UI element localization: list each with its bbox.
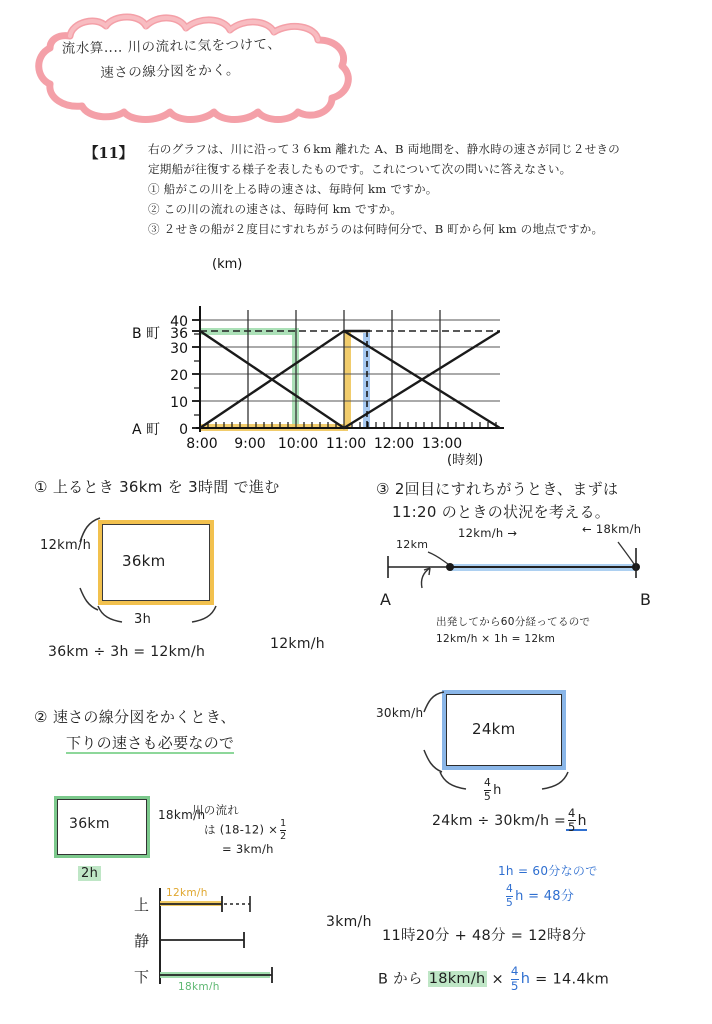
conclusion-dist-speed: 18km/h: [428, 971, 486, 988]
y-tick-20: 20: [170, 368, 188, 384]
graph-label-B-town: B 町: [132, 326, 161, 342]
section3-calc-frac-den: 5: [568, 820, 576, 835]
section1-calculation: 36km ÷ 3h = 12km/h: [48, 644, 206, 660]
graph-ylabel: (km): [212, 257, 243, 272]
section3-heading: [376, 478, 618, 523]
cloud-note: [18, 12, 370, 124]
section3-calc-frac-num: 4: [568, 806, 576, 820]
section3-calculation: [432, 808, 587, 834]
river-flow-line3: = 3km/h: [222, 842, 274, 857]
section2-box-distance-label: 36km: [69, 816, 110, 832]
problem-statement: [84, 140, 684, 240]
section3-box-time-den: 5: [484, 789, 492, 803]
section3-speed-right-label: 12km/h →: [458, 526, 518, 540]
problem-question-2: ② この川の流れの速さは、毎時何 km ですか。: [148, 201, 403, 216]
section1-box-time-label: 3h: [134, 612, 152, 627]
river-flow-line2-text: は (18-12) ×: [204, 822, 279, 837]
x-tick-0900: 9:00: [234, 436, 266, 452]
solution-section-1: [34, 476, 364, 686]
conclusion-dist-result: = 14.4km: [535, 971, 610, 988]
x-tick-1200: 12:00: [373, 436, 415, 452]
section3-heading-line1: ③ 2回目にすれちがうとき、まずは: [376, 480, 619, 498]
x-tick-1000: 10:00: [277, 436, 319, 452]
ab-leader-line: [428, 552, 448, 564]
section2-subheading-text: 下りの速さも必要なので: [66, 734, 235, 752]
segment-diagram-svg: [132, 884, 312, 990]
conclusion-blue-frac-num: 4: [506, 882, 514, 895]
section2-answer: 3km/h: [326, 914, 372, 930]
cloud-note-line2: 速さの線分図をかく。: [100, 62, 241, 82]
river-flow-half-fraction: $\frac{1}{2}$: [280, 818, 287, 842]
section3-box-time-unit: h: [493, 782, 502, 798]
section2-segment-diagram: [132, 884, 312, 990]
section3-distance-left-label: 12km: [396, 538, 429, 551]
cloud-note-line1: 流水算‥‥ 川の流れに気をつけて、: [61, 36, 282, 57]
section3-point-A-label: A: [380, 590, 392, 609]
river-flow-line2: [192, 819, 288, 841]
section3-calc-unit: h: [577, 813, 587, 830]
section3-box-distance-label: 24km: [472, 720, 516, 738]
conclusion-blue-note-1: 1h = 60分なので: [498, 864, 598, 878]
ab-note-arrow: [421, 568, 430, 588]
segment-value-up: 12km/h: [166, 887, 208, 899]
section1-brace-bottom-icon: [94, 604, 224, 630]
segment-label-still: 静: [134, 932, 150, 950]
section1-answer: 12km/h: [270, 636, 325, 652]
problem-question-1: ① 船がこの川を上る時の速さは、毎時何 km ですか。: [148, 181, 438, 196]
conclusion-dist-frac-den: 5: [510, 978, 519, 993]
section3-calculation-text: 24km ÷ 30km/h =: [432, 813, 567, 830]
y-tick-10: 10: [170, 395, 188, 411]
conclusion-blue-note-2: [504, 884, 574, 908]
section3-calculation-result: [566, 806, 587, 835]
problem-question-3: ③ ２せきの船が２度目にすれちがうのは何時何分で、B 町から何 km の地点ですか。: [148, 221, 604, 236]
conclusion-time-answer: 11時20分 + 48分 = 12時8分: [382, 928, 587, 944]
section3-heading-line2: 11:20 のときの状況を考える。: [392, 502, 611, 521]
section3-note-line2: 12km/h × 1h = 12km: [436, 632, 556, 645]
problem-body: [148, 140, 684, 240]
section3-box-speed-label: 30km/h: [376, 706, 424, 720]
segment-label-down: 下: [134, 968, 150, 986]
section2-box-speed-label: 18km/h: [158, 808, 206, 822]
y-tick-30: 30: [170, 341, 188, 357]
section3-brace-bottom-icon: [436, 770, 576, 796]
graph-y-tick-labels: [170, 314, 188, 438]
section3-box-time-num: 4: [484, 776, 492, 789]
graph-x-tick-labels: [186, 436, 462, 452]
x-tick-0800: 8:00: [186, 436, 218, 452]
graph-gridlines-vertical: [248, 310, 440, 428]
solution-section-3: [376, 478, 706, 668]
conclusion-block: [376, 862, 706, 1012]
conclusion-dist-prefix: B から: [378, 971, 423, 988]
section3-speed-left-label: ← 18km/h: [582, 522, 642, 536]
conclusion-blue-fraction: [506, 884, 513, 908]
x-tick-1100: 11:00: [325, 436, 367, 452]
section3-brace-left-icon: [416, 688, 450, 780]
cloud-note-text: [62, 31, 343, 87]
problem-lead-1: 右のグラフは、川に沿って３６km 離れた A、B 両地間を、静水時の速さが同じ２せきの: [148, 142, 620, 156]
section2-box-time-label: 2h: [78, 866, 101, 881]
section3-point-B-label: B: [640, 590, 652, 609]
problem-lead-2: 定期船が往復する様子を表したものです。これについて次の問いに答えなさい。: [148, 161, 572, 176]
river-flow-line1: 川の流れ: [192, 803, 240, 817]
section3-note: [436, 614, 590, 648]
section1-box-speed-label: 12km/h: [40, 538, 92, 553]
y-tick-40: 40: [170, 314, 188, 330]
solution-section-2: [34, 706, 379, 1006]
conclusion-dist-unit: h: [520, 971, 531, 988]
conclusion-blue-frac-den: 5: [506, 895, 514, 909]
section3-area-box-group: [376, 688, 706, 835]
x-tick-1300: 13:00: [421, 436, 463, 452]
problem-number: 【11】: [84, 145, 134, 162]
graph-xlabel: (時刻): [447, 453, 484, 468]
graph-label-A-town: A 町: [132, 422, 161, 438]
graph-svg: [112, 250, 532, 472]
ab-leader-line-B: [618, 542, 634, 564]
graph-y-major-ticks: [192, 320, 200, 428]
section2-heading: ② 速さの線分図をかくとき、: [34, 708, 236, 726]
y-tick-36: 36: [170, 326, 188, 342]
conclusion-dist-fraction: [509, 964, 531, 993]
section2-subheading: [66, 732, 234, 753]
conclusion-distance-answer: [378, 966, 609, 993]
section3-note-line1: 出発してから60分経ってるので: [436, 616, 591, 628]
segment-value-down: 18km/h: [178, 981, 220, 990]
conclusion-dist-mult: ×: [491, 971, 504, 988]
conclusion-dist-frac-num: 4: [510, 964, 519, 978]
distance-time-graph: [112, 250, 532, 472]
section1-heading: ① 上るとき 36km を 3時間 で進む: [34, 478, 280, 496]
segment-label-up: 上: [134, 896, 150, 914]
section2-river-flow-calculation: [192, 802, 288, 858]
y-tick-0: 0: [179, 422, 188, 438]
section1-box-distance-label: 36km: [122, 552, 166, 570]
yellow-highlight-vertical: [344, 331, 351, 428]
conclusion-blue-note-2-rest: h = 48分: [515, 888, 575, 904]
